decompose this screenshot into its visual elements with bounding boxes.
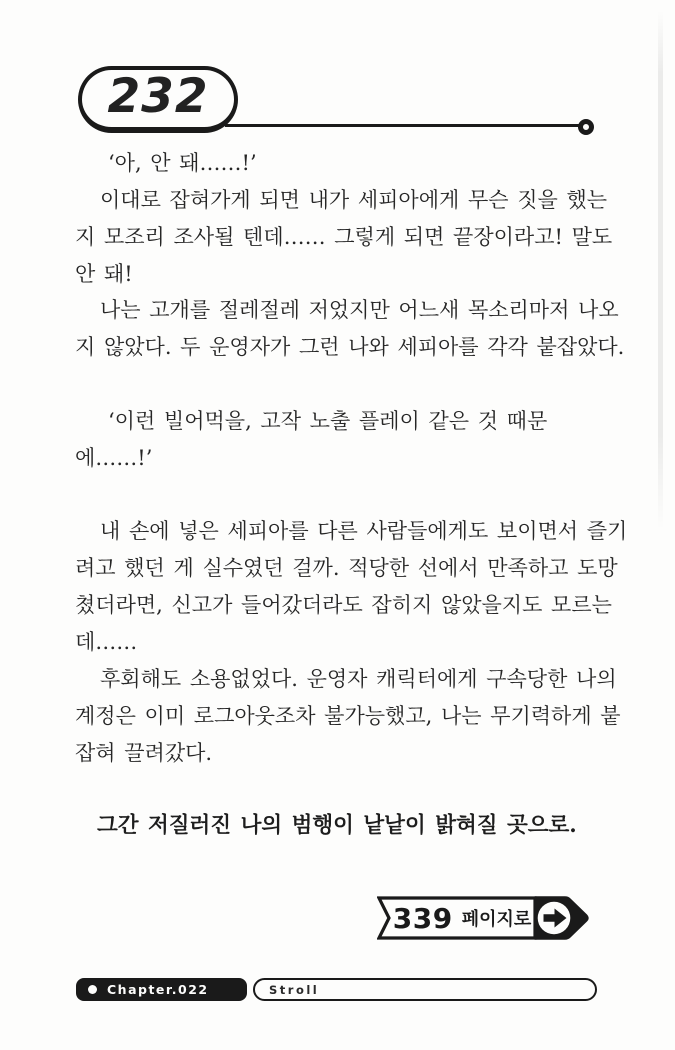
page-number: 232	[107, 69, 209, 124]
goto-target-page: 339	[392, 901, 453, 935]
story-line: 지 않았다. 두 운영자가 그런 나와 세피아를 각각 붙잡았다.	[75, 335, 625, 360]
right-arrow-icon	[538, 902, 571, 935]
story-line	[75, 477, 615, 514]
story-text	[75, 145, 628, 845]
story-line	[75, 771, 615, 808]
header-rule	[225, 124, 581, 127]
goto-label: 페이지로	[461, 909, 532, 930]
section-label: Stroll	[269, 982, 320, 997]
story-line: 안 돼!	[75, 261, 133, 286]
story-line: 내 손에 넣은 세피아를 다른 사람들에게도 보이면서 즐기	[100, 519, 628, 544]
story-line: 나는 고개를 절레절레 저었지만 어느새 목소리마저 나오	[100, 298, 619, 323]
story-line: 에……!’	[75, 445, 153, 470]
story-line: 지 모조리 조사될 텐데…… 그렇게 되면 끝장이라고! 말도	[75, 224, 613, 249]
story-line: ‘이런 빌어먹을, 고작 노출 플레이 같은 것 때문	[108, 408, 548, 433]
story-line: 려고 했던 게 실수였던 걸까. 적당한 선에서 만족하고 도망	[75, 556, 618, 581]
goto-page-banner[interactable]	[377, 896, 590, 940]
goto-banner-text	[389, 896, 535, 940]
page-edge-shadow	[658, 10, 663, 530]
story-line: 쳤더라면, 신고가 들어갔더라도 잡히지 않았을지도 모르는	[75, 593, 612, 618]
story-line: 후회해도 소용없었다. 운영자 캐릭터에게 구속당한 나의	[100, 666, 617, 691]
story-line: 데……	[75, 629, 138, 654]
story-line: 잡혀 끌려갔다.	[75, 740, 213, 765]
header-rule-ring-icon	[578, 119, 594, 135]
chapter-badge	[76, 978, 247, 1001]
chapter-bullet-icon	[88, 985, 97, 994]
story-line: ‘아, 안 돼……!’	[108, 151, 257, 175]
story-line: 계정은 이미 로그아웃조차 불가능했고, 나는 무기력하게 붙	[75, 703, 621, 728]
story-line	[75, 366, 615, 403]
chapter-label: Chapter.022	[107, 982, 209, 997]
page-number-badge	[78, 66, 238, 133]
story-line: 이대로 잡혀가게 되면 내가 세피아에게 무슨 짓을 했는	[100, 187, 608, 212]
section-badge	[253, 978, 597, 1001]
story-emphasis-line: 그간 저질러진 나의 범행이 낱낱이 밝혀질 곳으로.	[97, 813, 577, 839]
